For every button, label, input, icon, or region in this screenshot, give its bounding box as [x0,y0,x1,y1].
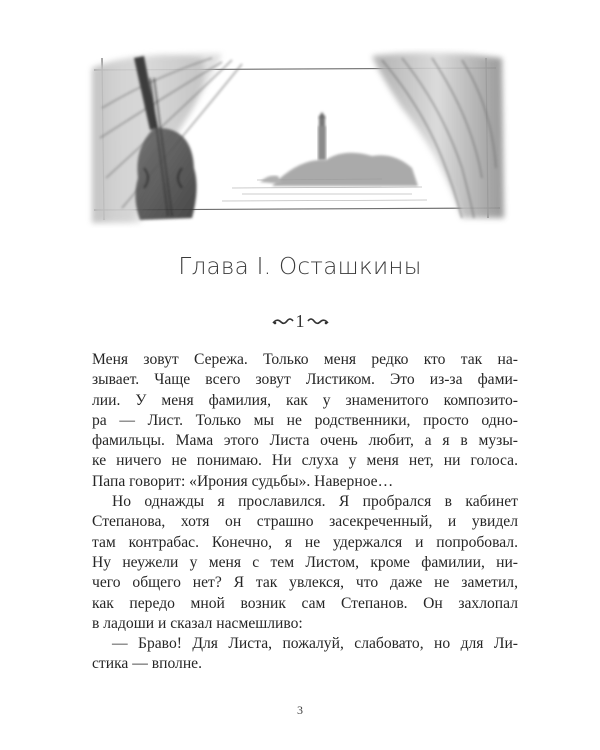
text-line: Степанова, хотя он страшно засекреченный, и увидел [92,513,518,531]
paragraph [92,350,518,492]
text-line: Но однажды я прославился. Я пробрался в кабинет [112,493,518,511]
text-line: лии. У меня фамилия, как у знаменитого композито- [92,391,518,409]
chapter-illustration [82,48,518,228]
text-line: зывает. Чаще всего зовут Листиком. Это из-за фами- [92,371,518,389]
section-number: 1 [295,311,305,331]
text-line: ра — Лист. Только мы не родственники, просто одно- [92,411,518,429]
text-line: фамильцы. Мама этого Листа очень любит, а я в музы- [92,432,518,450]
section-marker [0,312,600,330]
text-line: там контрабас. Конечно, я не удержался и попробовал. [92,533,518,551]
text-line: Ну неужели у меня с тем Листом, кроме фамилии, ни- [92,553,518,571]
chapter-title: Глава I. Осташкины [178,254,422,280]
text-line: Папа говорит: «Ирония судьбы». Наверное… [92,472,394,490]
ornament-left-icon [272,316,294,326]
ornament-right-icon [307,316,329,326]
lighthouse-curtain-sketch-icon [82,48,518,228]
text-line: стика — вполне. [92,655,202,673]
text-line: — Браво! Для Листа, пожалуй, слабовато, но для Ли- [112,635,518,653]
text-line: чего общего нет? Я так увлекся, что даже не заметил, [92,574,518,592]
text-line: ке ничего не понимаю. Ни слуха у меня нет, ни голоса. [92,452,518,470]
text-line: в ладоши и сказал насмешливо: [92,614,303,632]
paragraph [92,492,518,634]
paragraph [92,634,518,675]
text-line: Меня зовут Сережа. Только меня редко кто так на- [92,351,518,368]
text-line: как передо мной возник сам Степанов. Он захлопал [92,594,518,612]
body-text [92,350,518,675]
page-number: 3 [297,703,303,717]
